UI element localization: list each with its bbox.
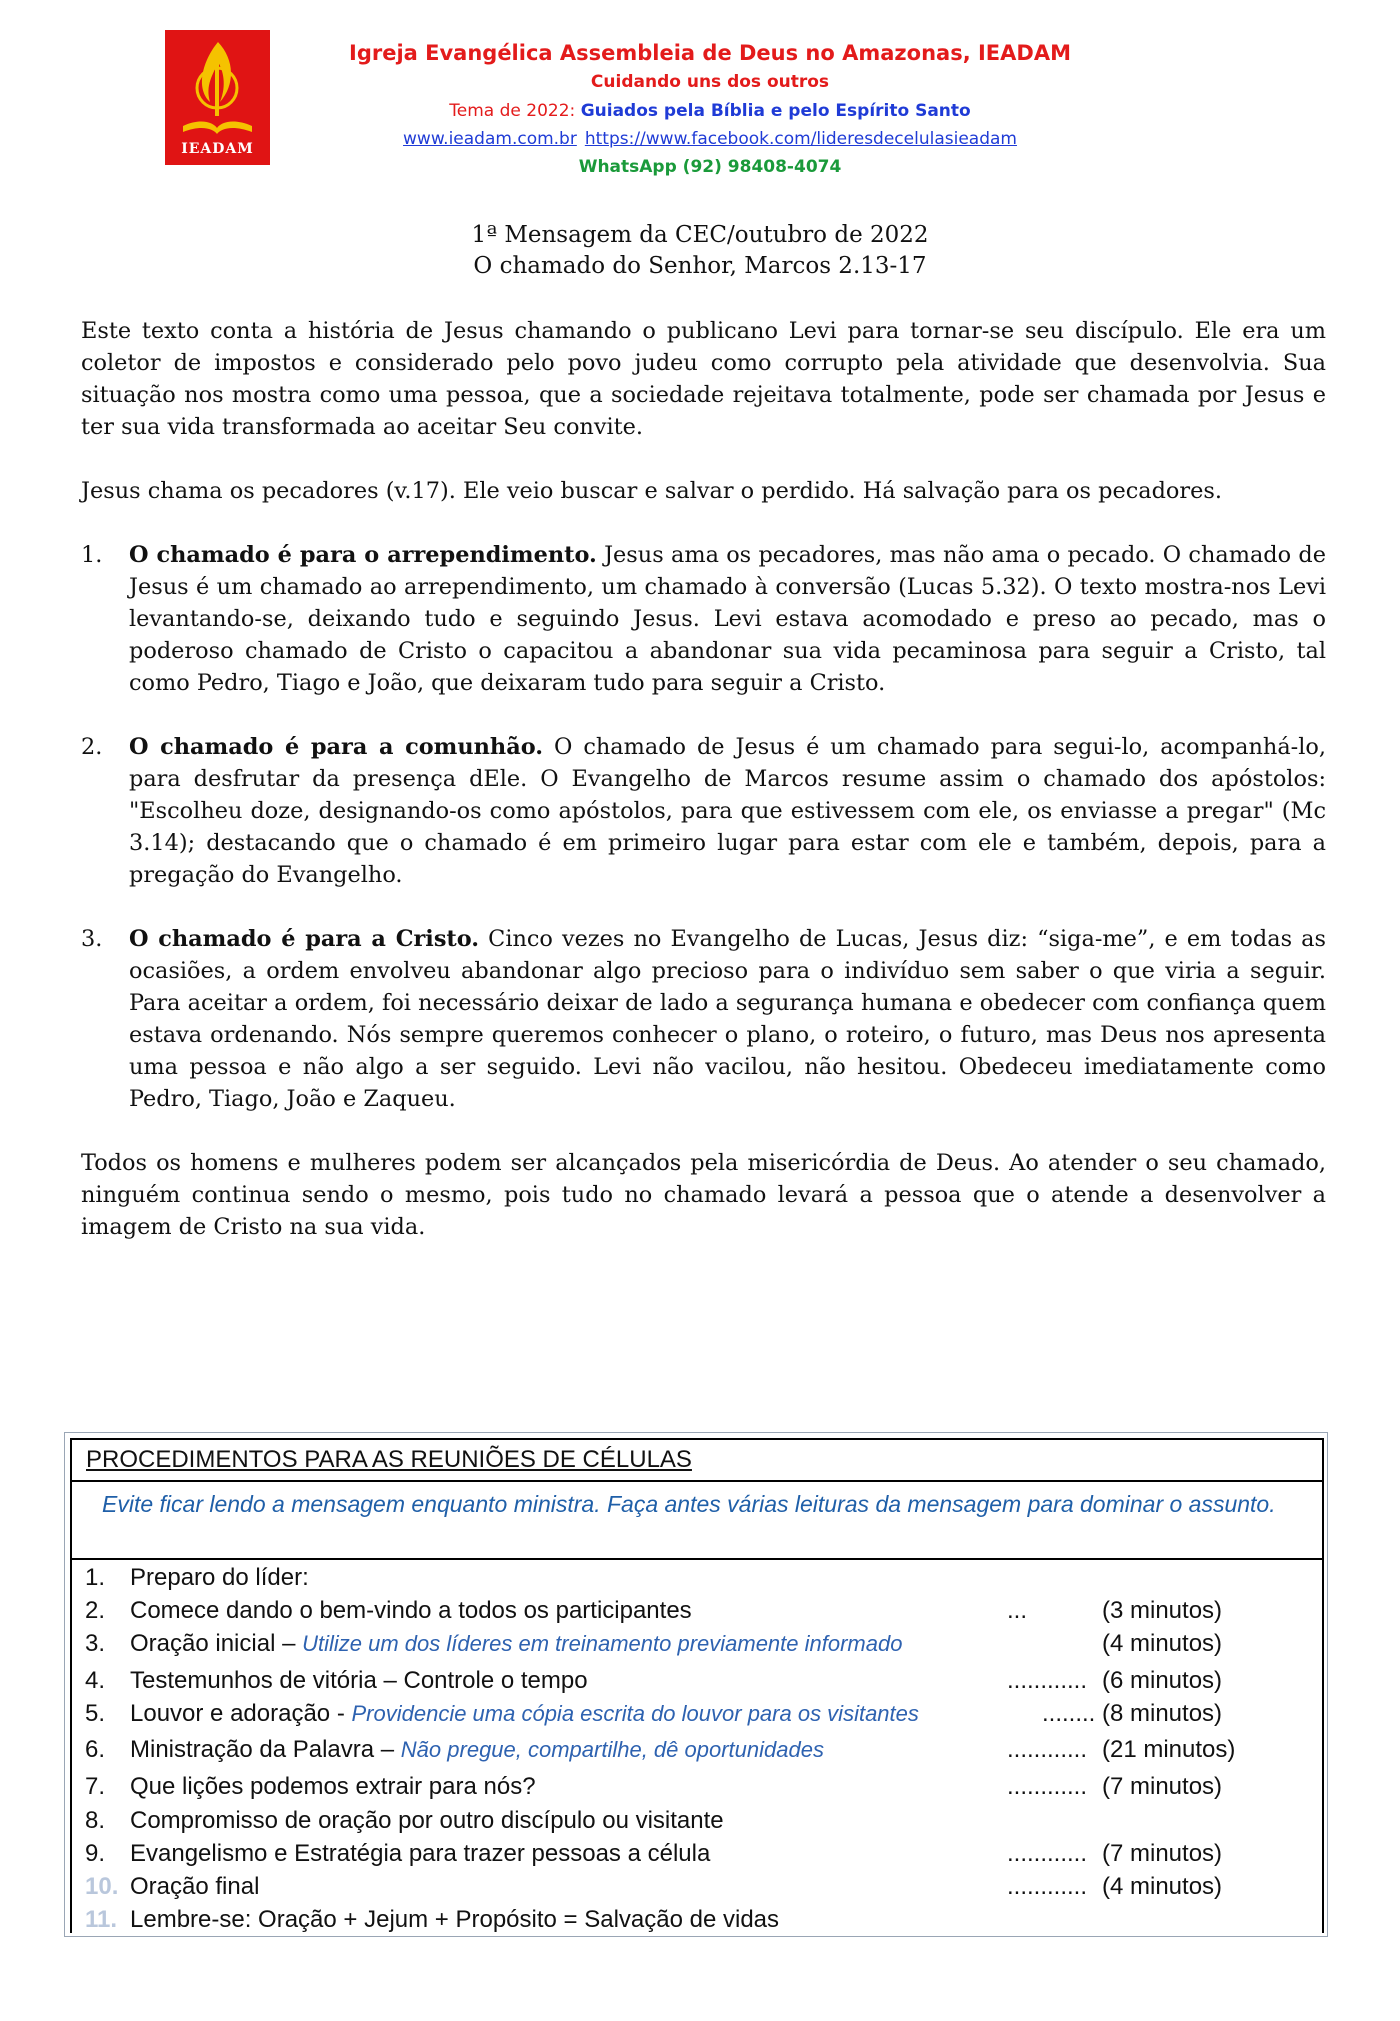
procedure-item (72, 1597, 1322, 1629)
procedure-dots: ............ (1007, 1840, 1088, 1867)
procedure-text: Oração final (130, 1873, 260, 1900)
procedure-time: (3 minutos) (1102, 1597, 1223, 1624)
procedure-dots: ............ (1007, 1873, 1088, 1900)
procedure-label (130, 1667, 588, 1695)
procedure-item (72, 1667, 1322, 1699)
procedure-item (72, 1773, 1322, 1805)
procedure-text: Lembre-se: Oração + Jejum + Propósito = Salvação de vidas (130, 1906, 780, 1933)
procedures-box (64, 1432, 1328, 1937)
procedure-label (130, 1840, 710, 1868)
point-number: 1. (81, 542, 103, 568)
points-list (81, 539, 1326, 1115)
procedure-dots: ............ (1007, 1736, 1088, 1763)
procedure-time: (7 minutos) (1102, 1773, 1223, 1800)
point-number: 2. (81, 734, 103, 760)
procedure-time: (21 minutos) (1102, 1736, 1236, 1763)
procedure-label (130, 1700, 919, 1728)
procedures-note: Evite ficar lendo a mensagem enquanto ministra. Faça antes várias leituras da mensagem para dominar o assunto. (102, 1491, 1276, 1517)
procedure-time: (7 minutos) (1102, 1840, 1223, 1867)
procedures-note-row (72, 1482, 1322, 1560)
point-heading: O chamado é para a comunhão. (129, 734, 544, 760)
procedure-number: 2. (85, 1597, 106, 1624)
procedure-time: (6 minutos) (1102, 1667, 1223, 1694)
procedure-time: (4 minutos) (1102, 1630, 1223, 1657)
procedure-text: Preparo do líder: (130, 1564, 309, 1591)
logo-text: IEADAM (181, 141, 254, 157)
church-name: Igreja Evangélica Assembleia de Deus no Amazonas, IEADAM (349, 41, 1071, 65)
thesis-paragraph: Jesus chama os pecadores (v.17). Ele veio buscar e salvar o perdido. Há salvação para os pecadores. (81, 478, 1222, 504)
procedure-dots: ... (1007, 1597, 1028, 1624)
procedure-number: 7. (85, 1773, 106, 1800)
theme-line (300, 101, 1120, 121)
procedure-dots: ............ (1007, 1773, 1088, 1800)
theme: Guiados pela Bíblia e pelo Espírito Santo (580, 101, 971, 121)
procedure-label (130, 1773, 536, 1801)
procedure-number: 11. (85, 1906, 118, 1933)
procedure-text: Ministração da Palavra – (130, 1736, 401, 1763)
procedure-label (130, 1906, 779, 1934)
procedure-number: 10. (85, 1873, 119, 1900)
message-body (81, 315, 1326, 1243)
procedure-text: Comece dando o bem-vindo a todos os participantes (130, 1597, 692, 1624)
procedure-item (72, 1736, 1322, 1768)
procedure-hint: Não pregue, compartilhe, dê oportunidades (400, 1737, 824, 1762)
procedure-item (72, 1873, 1322, 1905)
ieadam-logo (165, 30, 270, 165)
point-text: O chamado de Jesus é um chamado para segui-lo, acompanhá-lo, para desfrutar da presença dEle. O Evangelho de Marcos resume assim o chamado dos apóstolos: "Escolheu doze, designando-os como apóstolos, para que estivessem com ele, os enviasse a pregar" (Mc 3.14); destacando que o chamado é em primeiro lugar para estar com ele e também, depois, para a pregação do Evangelho. (129, 734, 1326, 888)
procedures-title-row (72, 1440, 1322, 1482)
intro-paragraph: Este texto conta a história de Jesus chamando o publicano Levi para tornar-se seu discípulo. Ele era um coletor de impostos e considerado pelo povo judeu como corrupto pela atividade que desenvolvia. Sua situação nos mostra como uma pessoa, que a sociedade rejeitava totalmente, pode ser chamada por Jesus e ter sua vida transformada ao aceitar Seu convite. (81, 318, 1326, 440)
procedure-dots: ........ (1042, 1700, 1096, 1727)
procedure-item (72, 1564, 1322, 1596)
point-item (81, 923, 1326, 1115)
procedure-item (72, 1906, 1322, 1938)
procedure-label (130, 1873, 259, 1901)
procedure-item (72, 1700, 1322, 1732)
point-text: Jesus ama os pecadores, mas não ama o pecado. O chamado de Jesus é um chamado ao arrependimento, um chamado à conversão (Lucas 5.32). O texto mostra-nos Levi levantando-se, deixando tudo e seguindo Jesus. Levi estava acomodado e preso ao pecado, mas o poderoso chamado de Cristo o capacitou a abandonar sua vida pecaminosa para seguir a Cristo, tal como Pedro, Tiago e João, que deixaram tudo para seguir a Cristo. (129, 542, 1326, 696)
procedure-number: 1. (85, 1564, 106, 1591)
procedure-number: 3. (85, 1630, 106, 1657)
procedure-label (130, 1807, 724, 1835)
conclusion-paragraph: Todos os homens e mulheres podem ser alcançados pela misericórdia de Deus. Ao atender o seu chamado, ninguém continua sendo o mesmo, pois tudo no chamado levará a pessoa que o atende a desenvolver a imagem de Cristo na sua vida. (81, 1150, 1326, 1240)
links-line (300, 129, 1120, 149)
procedures-table (70, 1438, 1324, 1933)
procedure-text: Que lições podemos extrair para nós? (130, 1773, 536, 1800)
point-item (81, 731, 1326, 891)
motto: Cuidando uns dos outros (590, 72, 830, 92)
procedure-number: 4. (85, 1667, 106, 1694)
procedure-item (72, 1840, 1322, 1872)
procedure-text: Evangelismo e Estratégia para trazer pessoas a célula (130, 1840, 711, 1867)
procedure-text: Testemunhos de vitória – Controle o tempo (130, 1667, 588, 1694)
procedure-hint: Providencie uma cópia escrita do louvor para os visitantes (351, 1701, 919, 1726)
procedure-time: (4 minutos) (1102, 1873, 1223, 1900)
procedure-label (130, 1597, 692, 1625)
procedure-item (72, 1807, 1322, 1839)
procedure-number: 8. (85, 1807, 106, 1834)
point-heading: O chamado é para a Cristo. (129, 926, 480, 952)
facebook-link[interactable]: https://www.facebook.com/lideresdecelulasieadam (584, 129, 1017, 149)
procedure-number: 9. (85, 1840, 106, 1867)
procedure-text: Oração inicial – (130, 1630, 303, 1657)
procedure-label (130, 1630, 902, 1658)
point-item (81, 539, 1326, 699)
procedure-item (72, 1630, 1322, 1662)
message-subtitle: O chamado do Senhor, Marcos 2.13-17 (473, 253, 927, 279)
procedures-title: PROCEDIMENTOS PARA AS REUNIÕES DE CÉLULAS (86, 1446, 692, 1473)
point-heading: O chamado é para o arrependimento. (129, 542, 597, 568)
procedure-label (130, 1564, 309, 1592)
procedure-number: 5. (85, 1700, 106, 1727)
whatsapp: WhatsApp (92) 98408-4074 (578, 157, 842, 177)
procedure-dots: ............ (1007, 1667, 1088, 1694)
procedure-text: Compromisso de oração por outro discípulo ou visitante (130, 1807, 724, 1834)
message-title: 1ª Mensagem da CEC/outubro de 2022 (471, 222, 929, 248)
procedure-text: Louvor e adoração - (130, 1700, 352, 1727)
procedure-time: (8 minutos) (1102, 1700, 1223, 1727)
site-link[interactable]: www.ieadam.com.br (403, 129, 577, 149)
point-number: 3. (81, 926, 103, 952)
procedure-hint: Utilize um dos líderes em treinamento previamente informado (302, 1631, 903, 1656)
point-text: Cinco vezes no Evangelho de Lucas, Jesus diz: “siga-me”, e em todas as ocasiões, a ordem envolveu abandonar algo precioso para o indivíduo sem saber o que viria a seguir. Para aceitar a ordem, foi necessário deixar de lado a segurança humana e obedecer com confiança quem estava ordenando. Nós sempre queremos conhecer o plano, o roteiro, o futuro, mas Deus nos apresenta uma pessoa e não algo a ser seguido. Levi não vacilou, não hesitou. Obedeceu imediatamente como Pedro, Tiago, João e Zaqueu. (129, 926, 1326, 1112)
procedure-number: 6. (85, 1736, 106, 1763)
procedure-label (130, 1736, 824, 1764)
theme-prefix: Tema de 2022: (449, 101, 576, 121)
